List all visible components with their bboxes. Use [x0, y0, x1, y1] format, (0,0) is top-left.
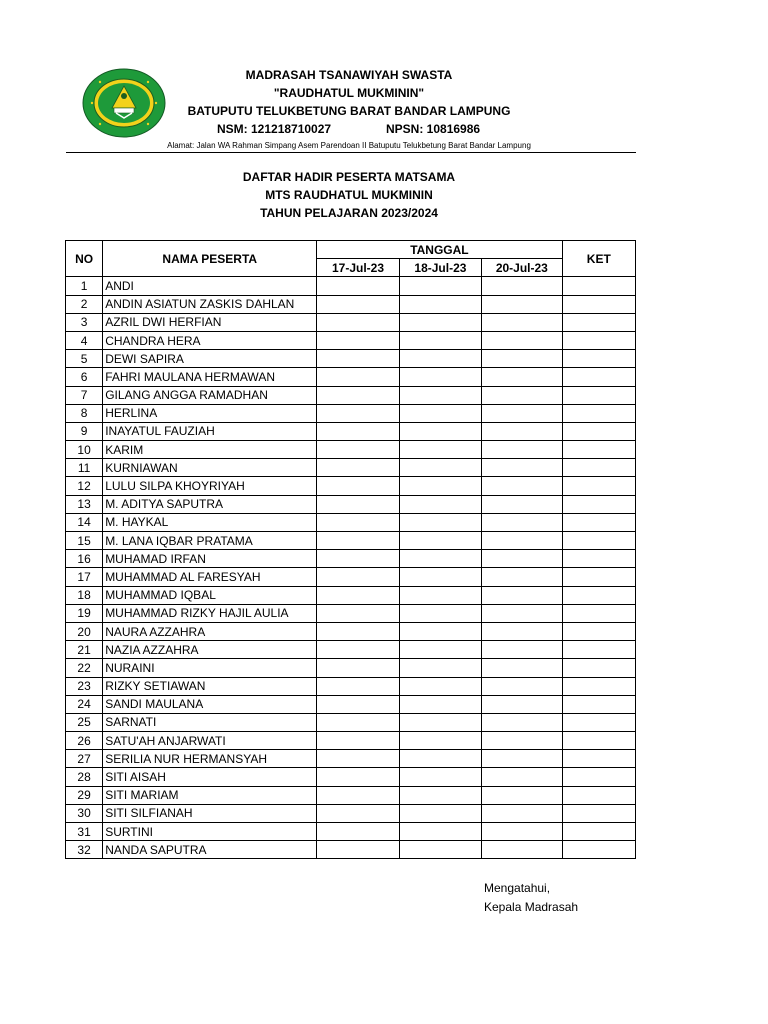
attendance-cell: [482, 277, 562, 295]
attendance-cell: [399, 532, 481, 550]
ket-cell: [562, 677, 635, 695]
table-row: [66, 368, 636, 386]
attendance-cell: [482, 804, 562, 822]
header-divider: [66, 152, 636, 153]
attendance-cell: [482, 750, 562, 768]
participant-name: ANDI: [103, 277, 317, 295]
ket-cell: [562, 568, 635, 586]
attendance-cell: [399, 495, 481, 513]
table-row: [66, 331, 636, 349]
row-number: 8: [66, 404, 103, 422]
ket-cell: [562, 786, 635, 804]
row-number: 6: [66, 368, 103, 386]
participant-name: NURAINI: [103, 659, 317, 677]
row-number: 5: [66, 350, 103, 368]
attendance-cell: [317, 277, 399, 295]
row-number: 11: [66, 459, 103, 477]
ket-cell: [562, 532, 635, 550]
ket-cell: [562, 368, 635, 386]
attendance-cell: [399, 331, 481, 349]
attendance-cell: [317, 695, 399, 713]
table-row: [66, 495, 636, 513]
attendance-cell: [482, 659, 562, 677]
attendance-cell: [317, 350, 399, 368]
ket-cell: [562, 659, 635, 677]
attendance-cell: [482, 331, 562, 349]
school-name: "RAUDHATUL MUKMININ": [273, 86, 425, 100]
table-row: [66, 732, 636, 750]
participant-name: M. LANA IQBAR PRATAMA: [103, 532, 317, 550]
attendance-cell: [317, 459, 399, 477]
attendance-cell: [482, 622, 562, 640]
row-number: 13: [66, 495, 103, 513]
attendance-cell: [482, 786, 562, 804]
participant-name: SITI SILFIANAH: [103, 804, 317, 822]
participant-name: SATU'AH ANJARWATI: [103, 732, 317, 750]
attendance-cell: [399, 677, 481, 695]
participant-name: SANDI MAULANA: [103, 695, 317, 713]
participant-name: NANDA SAPUTRA: [103, 841, 317, 859]
ket-cell: [562, 713, 635, 731]
attendance-cell: [399, 295, 481, 313]
attendance-cell: [399, 404, 481, 422]
header-date: 20-Jul-23: [482, 259, 562, 277]
attendance-cell: [399, 786, 481, 804]
attendance-cell: [399, 350, 481, 368]
participant-name: NAZIA AZZAHRA: [103, 641, 317, 659]
participant-name: FAHRI MAULANA HERMAWAN: [103, 368, 317, 386]
attendance-cell: [482, 404, 562, 422]
attendance-cell: [482, 422, 562, 440]
participant-name: MUHAMMAD IQBAL: [103, 586, 317, 604]
row-number: 24: [66, 695, 103, 713]
participant-name: MUHAMMAD RIZKY HAJIL AULIA: [103, 604, 317, 622]
attendance-cell: [399, 568, 481, 586]
attendance-cell: [317, 495, 399, 513]
participant-name: SITI AISAH: [103, 768, 317, 786]
header-no: NO: [66, 241, 103, 277]
school-seal-icon: [82, 68, 166, 138]
table-row: [66, 586, 636, 604]
attendance-cell: [482, 768, 562, 786]
participant-name: MUHAMAD IRFAN: [103, 550, 317, 568]
ket-cell: [562, 823, 635, 841]
table-row: [66, 695, 636, 713]
school-address: Alamat: Jalan WA Rahman Simpang Asem Parendoan II Batuputu Telukbetung Barat Bandar Lampung: [167, 141, 531, 150]
attendance-cell: [482, 495, 562, 513]
ket-cell: [562, 513, 635, 531]
table-row: [66, 768, 636, 786]
ket-cell: [562, 495, 635, 513]
ket-cell: [562, 295, 635, 313]
table-row: [66, 604, 636, 622]
attendance-cell: [317, 313, 399, 331]
table-row: [66, 441, 636, 459]
ket-cell: [562, 459, 635, 477]
attendance-cell: [399, 277, 481, 295]
attendance-cell: [482, 677, 562, 695]
table-row: [66, 713, 636, 731]
signature-role: Kepala Madrasah: [484, 900, 579, 914]
table-row: [66, 568, 636, 586]
row-number: 4: [66, 331, 103, 349]
attendance-cell: [399, 750, 481, 768]
ket-cell: [562, 331, 635, 349]
participant-name: KARIM: [103, 441, 317, 459]
table-row: [66, 786, 636, 804]
table-row: [66, 386, 636, 404]
attendance-cell: [317, 604, 399, 622]
attendance-cell: [317, 713, 399, 731]
participant-name: HERLINA: [103, 404, 317, 422]
attendance-cell: [317, 532, 399, 550]
attendance-cell: [317, 750, 399, 768]
participant-name: INAYATUL FAUZIAH: [103, 422, 317, 440]
ket-cell: [562, 750, 635, 768]
table-row: [66, 659, 636, 677]
ket-cell: [562, 732, 635, 750]
attendance-cell: [399, 441, 481, 459]
table-row: [66, 513, 636, 531]
table-row: [66, 532, 636, 550]
row-number: 23: [66, 677, 103, 695]
attendance-cell: [399, 513, 481, 531]
ket-cell: [562, 350, 635, 368]
document-title: DAFTAR HADIR PESERTA MATSAMA: [242, 170, 456, 184]
participant-name: LULU SILPA KHOYRIYAH: [103, 477, 317, 495]
attendance-cell: [399, 732, 481, 750]
ket-cell: [562, 604, 635, 622]
row-number: 10: [66, 441, 103, 459]
table-row: [66, 459, 636, 477]
attendance-cell: [317, 586, 399, 604]
row-number: 21: [66, 641, 103, 659]
row-number: 20: [66, 622, 103, 640]
table-row: [66, 641, 636, 659]
attendance-cell: [399, 641, 481, 659]
row-number: 17: [66, 568, 103, 586]
attendance-cell: [399, 550, 481, 568]
attendance-cell: [317, 841, 399, 859]
school-type: MADRASAH TSANAWIYAH SWASTA: [245, 68, 453, 82]
attendance-cell: [317, 404, 399, 422]
attendance-cell: [317, 368, 399, 386]
attendance-cell: [317, 677, 399, 695]
attendance-cell: [317, 622, 399, 640]
header-date: 18-Jul-23: [399, 259, 481, 277]
participant-name: DEWI SAPIRA: [103, 350, 317, 368]
ket-cell: [562, 477, 635, 495]
school-location: BATUPUTU TELUKBETUNG BARAT BANDAR LAMPUNG: [187, 104, 511, 118]
participant-name: GILANG ANGGA RAMADHAN: [103, 386, 317, 404]
attendance-cell: [317, 804, 399, 822]
attendance-cell: [482, 459, 562, 477]
table-row: [66, 422, 636, 440]
attendance-cell: [399, 604, 481, 622]
academic-year: TAHUN PELAJARAN 2023/2024: [260, 206, 438, 220]
row-number: 12: [66, 477, 103, 495]
ket-cell: [562, 386, 635, 404]
row-number: 7: [66, 386, 103, 404]
table-row: [66, 750, 636, 768]
attendance-cell: [482, 368, 562, 386]
attendance-cell: [482, 350, 562, 368]
table-row: [66, 404, 636, 422]
row-number: 29: [66, 786, 103, 804]
attendance-cell: [317, 768, 399, 786]
row-number: 19: [66, 604, 103, 622]
attendance-cell: [317, 568, 399, 586]
ket-cell: [562, 422, 635, 440]
npsn-number: NPSN: 10816986: [386, 122, 481, 136]
ket-cell: [562, 622, 635, 640]
attendance-cell: [317, 550, 399, 568]
row-number: 9: [66, 422, 103, 440]
attendance-cell: [317, 386, 399, 404]
attendance-cell: [482, 477, 562, 495]
attendance-cell: [482, 695, 562, 713]
header-date-group: TANGGAL: [317, 241, 562, 259]
attendance-cell: [482, 441, 562, 459]
ket-cell: [562, 404, 635, 422]
attendance-cell: [317, 823, 399, 841]
row-number: 2: [66, 295, 103, 313]
header-ket: KET: [562, 241, 635, 277]
row-number: 18: [66, 586, 103, 604]
table-row: [66, 277, 636, 295]
participant-name: RIZKY SETIAWAN: [103, 677, 317, 695]
table-row: [66, 313, 636, 331]
attendance-cell: [399, 368, 481, 386]
row-number: 32: [66, 841, 103, 859]
document-subtitle: MTS RAUDHATUL MUKMININ: [265, 188, 433, 202]
attendance-table: [65, 240, 636, 859]
row-number: 14: [66, 513, 103, 531]
attendance-cell: [399, 422, 481, 440]
row-number: 1: [66, 277, 103, 295]
table-row: [66, 841, 636, 859]
row-number: 15: [66, 532, 103, 550]
table-row: [66, 477, 636, 495]
table-row: [66, 804, 636, 822]
attendance-cell: [317, 441, 399, 459]
attendance-cell: [317, 422, 399, 440]
participant-name: M. HAYKAL: [103, 513, 317, 531]
participant-name: MUHAMMAD AL FARESYAH: [103, 568, 317, 586]
ket-cell: [562, 641, 635, 659]
attendance-cell: [317, 477, 399, 495]
attendance-cell: [399, 713, 481, 731]
attendance-cell: [317, 659, 399, 677]
participant-name: CHANDRA HERA: [103, 331, 317, 349]
table-row: [66, 677, 636, 695]
attendance-cell: [482, 386, 562, 404]
attendance-cell: [482, 841, 562, 859]
attendance-cell: [399, 459, 481, 477]
header-date: 17-Jul-23: [317, 259, 399, 277]
attendance-cell: [482, 295, 562, 313]
participant-name: SURTINI: [103, 823, 317, 841]
row-number: 28: [66, 768, 103, 786]
attendance-cell: [399, 313, 481, 331]
participant-name: ANDIN ASIATUN ZASKIS DAHLAN: [103, 295, 317, 313]
participant-name: SITI MARIAM: [103, 786, 317, 804]
attendance-cell: [399, 823, 481, 841]
table-row: [66, 350, 636, 368]
participant-name: SARNATI: [103, 713, 317, 731]
attendance-cell: [317, 732, 399, 750]
attendance-cell: [317, 295, 399, 313]
attendance-cell: [399, 659, 481, 677]
attendance-cell: [317, 513, 399, 531]
ket-cell: [562, 550, 635, 568]
attendance-cell: [399, 586, 481, 604]
attendance-cell: [317, 786, 399, 804]
ket-cell: [562, 441, 635, 459]
table-row: [66, 550, 636, 568]
ket-cell: [562, 586, 635, 604]
attendance-cell: [482, 604, 562, 622]
ket-cell: [562, 695, 635, 713]
attendance-cell: [482, 713, 562, 731]
attendance-cell: [399, 622, 481, 640]
row-number: 26: [66, 732, 103, 750]
table-row: [66, 622, 636, 640]
attendance-cell: [482, 823, 562, 841]
table-row: [66, 295, 636, 313]
ket-cell: [562, 277, 635, 295]
header-name: NAMA PESERTA: [103, 241, 317, 277]
participant-name: KURNIAWAN: [103, 459, 317, 477]
attendance-rows: [66, 277, 636, 859]
row-number: 25: [66, 713, 103, 731]
participant-name: SERILIA NUR HERMANSYAH: [103, 750, 317, 768]
attendance-cell: [399, 768, 481, 786]
attendance-cell: [399, 386, 481, 404]
attendance-cell: [317, 641, 399, 659]
attendance-cell: [482, 732, 562, 750]
attendance-cell: [317, 331, 399, 349]
ket-cell: [562, 768, 635, 786]
participant-name: M. ADITYA SAPUTRA: [103, 495, 317, 513]
attendance-cell: [399, 841, 481, 859]
attendance-cell: [482, 513, 562, 531]
signature-acknowledged: Mengatahui,: [484, 881, 551, 895]
attendance-cell: [482, 641, 562, 659]
row-number: 3: [66, 313, 103, 331]
attendance-cell: [399, 695, 481, 713]
row-number: 22: [66, 659, 103, 677]
attendance-cell: [482, 550, 562, 568]
participant-name: AZRIL DWI HERFIAN: [103, 313, 317, 331]
row-number: 31: [66, 823, 103, 841]
attendance-cell: [399, 804, 481, 822]
ket-cell: [562, 804, 635, 822]
row-number: 30: [66, 804, 103, 822]
ket-cell: [562, 841, 635, 859]
attendance-cell: [482, 568, 562, 586]
ket-cell: [562, 313, 635, 331]
attendance-cell: [482, 586, 562, 604]
nsm-number: NSM: 121218710027: [217, 122, 332, 136]
row-number: 16: [66, 550, 103, 568]
attendance-cell: [482, 532, 562, 550]
attendance-cell: [482, 313, 562, 331]
participant-name: NAURA AZZAHRA: [103, 622, 317, 640]
table-row: [66, 823, 636, 841]
attendance-cell: [399, 477, 481, 495]
row-number: 27: [66, 750, 103, 768]
